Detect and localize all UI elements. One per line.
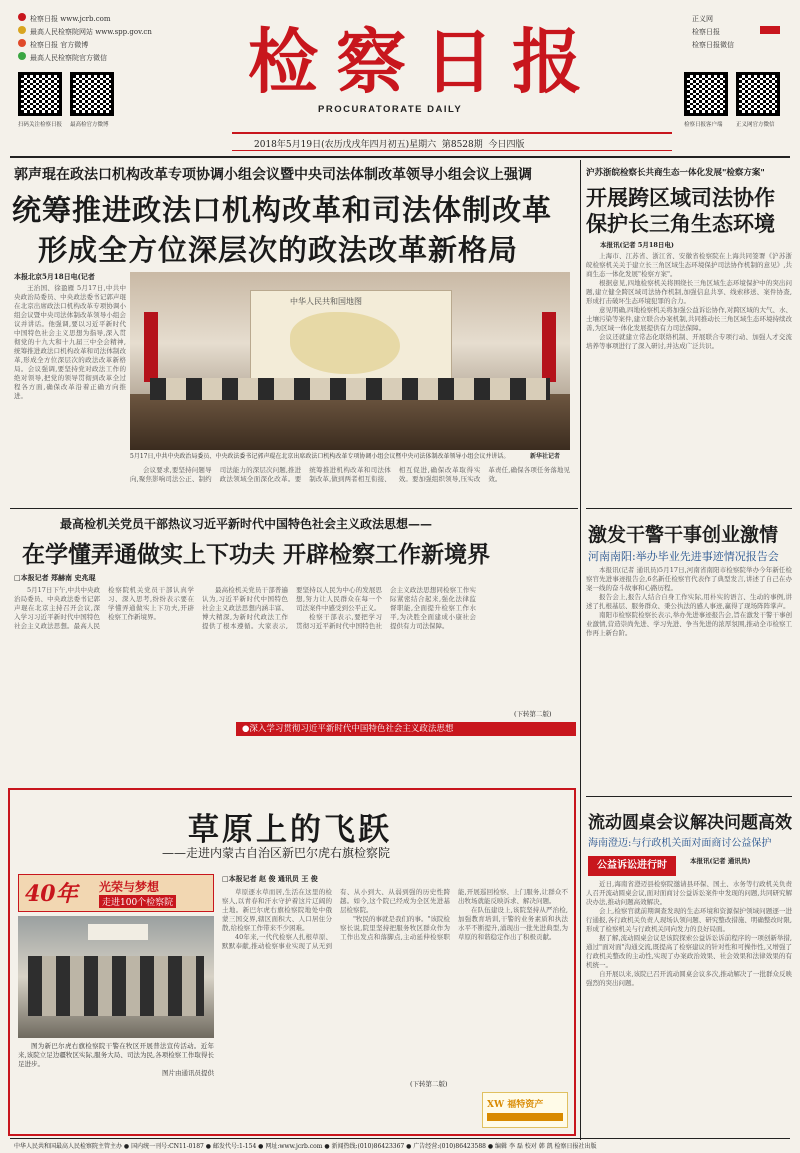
feature-subtitle: ——走进内蒙古自治区新巴尔虎右旗检察院	[162, 846, 391, 860]
badge-number: 40年	[25, 881, 78, 907]
footer-item: 新闻热线:(010)86423367	[331, 1143, 405, 1150]
right-body: 上海市、江苏省、浙江省、安徽省检察院在上海共同签署《沪苏浙皖检察机关关于建立长三角区域生态环境保护司法协作机制的意见》,共商生态一体化发展"检察方案"。 根据意见,四地检察机关将围绕长三角区域生态环境保护中的突出问题,建立健全跨区域司法协作机制,加强信息共享、线索移送、案件协查,形成打击破坏生态环境犯罪的合力。 意见明确,四地检察机关将加强公益诉讼协作,对跨区域的大气、水、土壤污染等案件,建立联合办案机制,共同推动长三角区域生态环境持续改善,为区域一体化发展提供有力司法保障。 会议还就建立常态化联络机制、开展联合专项行动、加强人才交流培养等事项进行了深入研讨,并达成广泛共识。	[586, 252, 792, 350]
masthead-rule	[232, 150, 672, 151]
right-headline: 开展跨区域司法协作	[586, 185, 775, 210]
date-text: 2018年5月19日(农历戊戌年四月初五)星期六	[254, 140, 437, 150]
story3-tag: 公益诉讼进行时	[588, 856, 676, 876]
lead-body: 会议要求,要坚持问题导向,聚焦影响司法公正、制约司法能力的深层次问题,推进政法领域全面深化改革。要统筹推进机构改革和司法体制改革,做到两者相互衔接、相互促进,确保改革取得实效。要加强组织领导,压实改革责任,确保各项任务落地见效。	[130, 466, 570, 483]
globe-icon	[18, 13, 26, 21]
second-byline: □本报记者 郑赫南 史兆琨	[14, 573, 96, 582]
masthead-right-link[interactable]: 检察日报	[692, 28, 720, 36]
emblem-icon	[18, 26, 26, 34]
qr-code[interactable]	[736, 72, 780, 116]
masthead-subtitle: PROCURATORATE DAILY	[318, 104, 463, 115]
column-divider	[580, 160, 581, 1140]
qr-caption: 正义网官方微信	[736, 122, 775, 128]
weibo-icon	[18, 39, 26, 47]
story2-headline: 激发干警干事创业激情	[588, 524, 779, 546]
ad-stripe	[487, 1113, 563, 1121]
footer-item: 邮发代号:1-154	[212, 1143, 257, 1150]
footer-item: 广告经营:(010)86423588	[413, 1143, 486, 1150]
photo-credit: 新华社记者	[530, 453, 561, 460]
story2-body: 本报讯(记者 通讯员)5月17日,河南省南阳市检察院举办今年新任检察官先进事迹报告会,6名新任检察官代表作了典型发言,讲述了自己在办案一线的奋斗故事和心路历程。 报告会上,报告人结合自身工作实际,用朴实的语言、生动的事例,讲述了扎根基层、服务群众、秉公执法的感人事迹,赢得了现场阵阵掌声。 南阳市检察院检察长表示,举办先进事迹报告会,旨在激发干警干事创业激情,营造崇尚先进、学习先进、争当先进的浓厚氛围,推动全市检察工作再上新台阶。	[586, 566, 792, 637]
qr-caption: 检察日报客户端	[684, 122, 723, 128]
wechat-icon	[18, 52, 26, 60]
continued-note: (下转第二版)	[410, 1080, 448, 1088]
ad-block[interactable]	[482, 1092, 568, 1128]
masthead	[0, 0, 800, 160]
footer-item: 校对 韩 凯	[524, 1143, 553, 1150]
top-divider	[10, 156, 790, 158]
building-sign	[88, 924, 148, 940]
qr-caption: 最高检官方微博	[70, 122, 109, 128]
ad-logo: XW 福特资产	[487, 1100, 544, 1110]
dateline	[254, 137, 525, 150]
qr-caption: 扫码关注检察日报	[18, 122, 63, 128]
footer-item[interactable]: 网址:www.jcrb.com	[265, 1143, 323, 1150]
section-divider	[586, 796, 792, 797]
qr-code[interactable]	[18, 72, 62, 116]
masthead-title: 检察日报	[248, 20, 600, 103]
second-kicker: 最高检机关党员干部热议习近平新时代中国特色社会主义政法思想——	[60, 517, 433, 531]
lead-headline: 形成全方位深层次的政法改革新格局	[38, 233, 519, 267]
right-headline: 保护长三角生态环境	[586, 211, 775, 236]
story3-subhead: 海南澄迈:与行政机关面对面商讨公益保护	[588, 838, 772, 849]
issue-number: 第8528期	[441, 140, 483, 150]
footer: 中华人民共和国最高人民检察院主管主办 ● 国内统一刊号:CN11-0187 ● 邮发代号:1-154 ● 网址:www.jcrb.com ● 新闻热线:(010)86423367 ● 广告经营:(010)86423588 ● 编辑 李 磊 校对 韩 凯 检察日报社出版	[14, 1143, 597, 1150]
lead-photo	[130, 272, 570, 450]
second-body: 5月17日下午,中共中央政治局委员、中央政法委书记郭声琨在北京主持召开会议,深入学习习近平新时代中国特色社会主义政法思想。最高人民检察院机关党员干部认真学习、深入思考,纷纷表示要在学懂弄通做实上下功夫,开辟检察工作新境界。 最高检机关党员干部普遍认为,习近平新时代中国特色社会主义政法思想内涵丰富、博大精深,为新时代政法工作提供了根本遵循。大家表示,要坚持以人民为中心的发展思想,努力让人民群众在每一个司法案件中感受到公平正义。 检察干部表示,要把学习贯彻习近平新时代中国特色社会主义政法思想同检察工作实际紧密结合起来,强化法律监督职能,全面提升检察工作水平,为决胜全面建成小康社会提供有力司法保障。	[14, 586, 476, 630]
feature-byline: □本报记者 赵 俊 通讯员 王 俊	[222, 874, 318, 883]
photo-credit-line: 图片由通讯员提供	[162, 1069, 214, 1077]
footer-item: 中华人民共和国最高人民检察院主管主办	[14, 1143, 123, 1150]
lead-byline: 本报北京5月18日电(记者	[14, 272, 95, 281]
lead-headline: 统筹推进政法口机构改革和司法体制改革	[12, 193, 553, 227]
section-divider	[10, 508, 578, 509]
map-sign: 中华人民共和国地图	[290, 297, 362, 306]
flag	[144, 312, 158, 382]
story2-subhead: 河南南阳:举办毕业先进事迹情况报告会	[588, 550, 779, 563]
footer-rule	[10, 1138, 790, 1139]
badge-title: 光荣与梦想	[99, 880, 160, 894]
footer-item: 检察日报社出版	[554, 1143, 597, 1150]
masthead-rule	[232, 132, 672, 134]
lead-kicker: 郭声琨在政法口机构改革专项协调小组会议暨中央司法体制改革领导小组会议上强调	[14, 167, 532, 183]
section-divider	[586, 508, 792, 509]
story3-headline: 流动圆桌会议解决问题高效	[588, 813, 792, 833]
feature-photo	[18, 916, 214, 1038]
footer-item: 编辑 李 磊	[495, 1143, 523, 1150]
feature-photo-caption: 图为新巴尔虎右旗检察院干警在牧区开展普法宣传活动。近年来,该院立足边疆牧区实际,服务大局、司法为民,各项检察工作取得长足进步。 图片由通讯员提供	[18, 1042, 214, 1077]
masthead-right-link[interactable]: 正义网	[692, 15, 713, 23]
topic-tag: ●深入学习贯彻习近平新时代中国特色社会主义政法思想	[236, 722, 576, 736]
flag	[542, 312, 556, 382]
footer-item: 国内统一刊号:CN11-0187	[131, 1143, 204, 1150]
lead-body: 王治国、徐盈雁 5月17日,中共中央政治局委员、中央政法委书记郭声琨在北京出席政法口机构改革专项协调小组会议暨中央司法体制改革领导小组会议并讲话。他强调,要以习近平新时代中国特色社会主义思想为指导,深入贯彻党的十九大和十九届三中全会精神,统筹推进政法口机构改革和司法体制改革,形成全方位深层次的政法改革新格局。会议强调,要坚持党对政法工作的绝对领导,把党的领导贯彻到改革全过程各方面,确保改革沿着正确方向推进。	[14, 284, 126, 400]
qr-code[interactable]	[684, 72, 728, 116]
right-kicker: 沪苏浙皖检察长共商生态一体化发展"检察方案"	[586, 168, 765, 178]
people-group	[28, 956, 204, 1016]
badge-subtitle: 走进100个检察院	[99, 895, 176, 908]
continued-note: (下转第二版)	[514, 710, 552, 718]
story3-body: 近日,海南省澄迈县检察院邀请县环保、国土、水务等行政机关负责人召开流动圆桌会议,面对面商讨公益诉讼案件中发现的问题,共同研究解决办法,推动问题高效解决。 会上,检察官就前期调查发现的生态环境和资源保护领域问题逐一进行通报,各行政机关负责人现场认领问题、研究整改措施、明确整改时限,形成了检察机关与行政机关同向发力的良好局面。 据了解,流动圆桌会议是该院探索公益诉讼诉前程序的一项创新举措,通过"面对面"沟通交流,既提高了检察建议的针对性和可操作性,又增强了行政机关整改的主动性,实现了办案政治效果、社会效果和法律效果的有机统一。 自开展以来,该院已召开流动圆桌会议多次,推动解决了一批群众反映强烈的突出问题。	[586, 880, 792, 987]
masthead-right-link[interactable]: 检察日报微信	[692, 41, 734, 49]
series-badge	[18, 874, 214, 912]
meeting-table	[130, 394, 570, 450]
second-headline: 在学懂弄通做实上下功夫 开辟检察工作新境界	[22, 541, 491, 568]
photo-caption: 5月17日,中共中央政治局委员、中央政法委书记郭声琨在北京出席政法口机构改革专项协调小组会议暨中央司法体制改革领导小组会议并讲话。	[130, 453, 510, 460]
masthead-left-link[interactable]: 检察日报 官方微博	[30, 41, 89, 49]
app-icon	[760, 26, 780, 34]
masthead-left-link[interactable]: 最高人民检察院网站 www.spp.gov.cn	[30, 28, 152, 36]
attendees-row	[150, 378, 550, 400]
qr-code[interactable]	[70, 72, 114, 116]
page-count: 今日四版	[488, 140, 525, 150]
feature-title: 草原上的飞跃	[188, 812, 392, 848]
right-byline: 本报讯(记者 5月18日电)	[600, 241, 674, 249]
story3-byline: 本报讯(记者 通讯员)	[690, 857, 751, 865]
feature-body: 草原逐水草而居,生活在这里的检察人,以青春和汗水守护着这片辽阔的土地。新巴尔虎右旗检察院地处中俄蒙三国交界,辖区面积大、人口居住分散,给检察工作带来不少困难。 40年来,一代代检察人扎根草原、默默奉献,推动检察事业实现了从无到有、从小到大、从弱到强的历史性跨越。如今,这个院已经成为全区先进基层检察院。 "牧民的事就是我们的事。"该院检察长说,院里坚持把服务牧区群众作为工作出发点和落脚点,主动延伸检察职能,开展巡回检察、上门服务,让群众不出牧场就能反映诉求、解决问题。 在队伍建设上,该院坚持从严治检,加强教育培训,干警的业务素质和执法水平不断提升,涌现出一批先进典型,为草原的和谐稳定作出了积极贡献。	[222, 888, 568, 950]
masthead-left-link[interactable]: 检察日报 www.jcrb.com	[30, 15, 111, 23]
masthead-left-link[interactable]: 最高人民检察院官方微信	[30, 54, 107, 62]
